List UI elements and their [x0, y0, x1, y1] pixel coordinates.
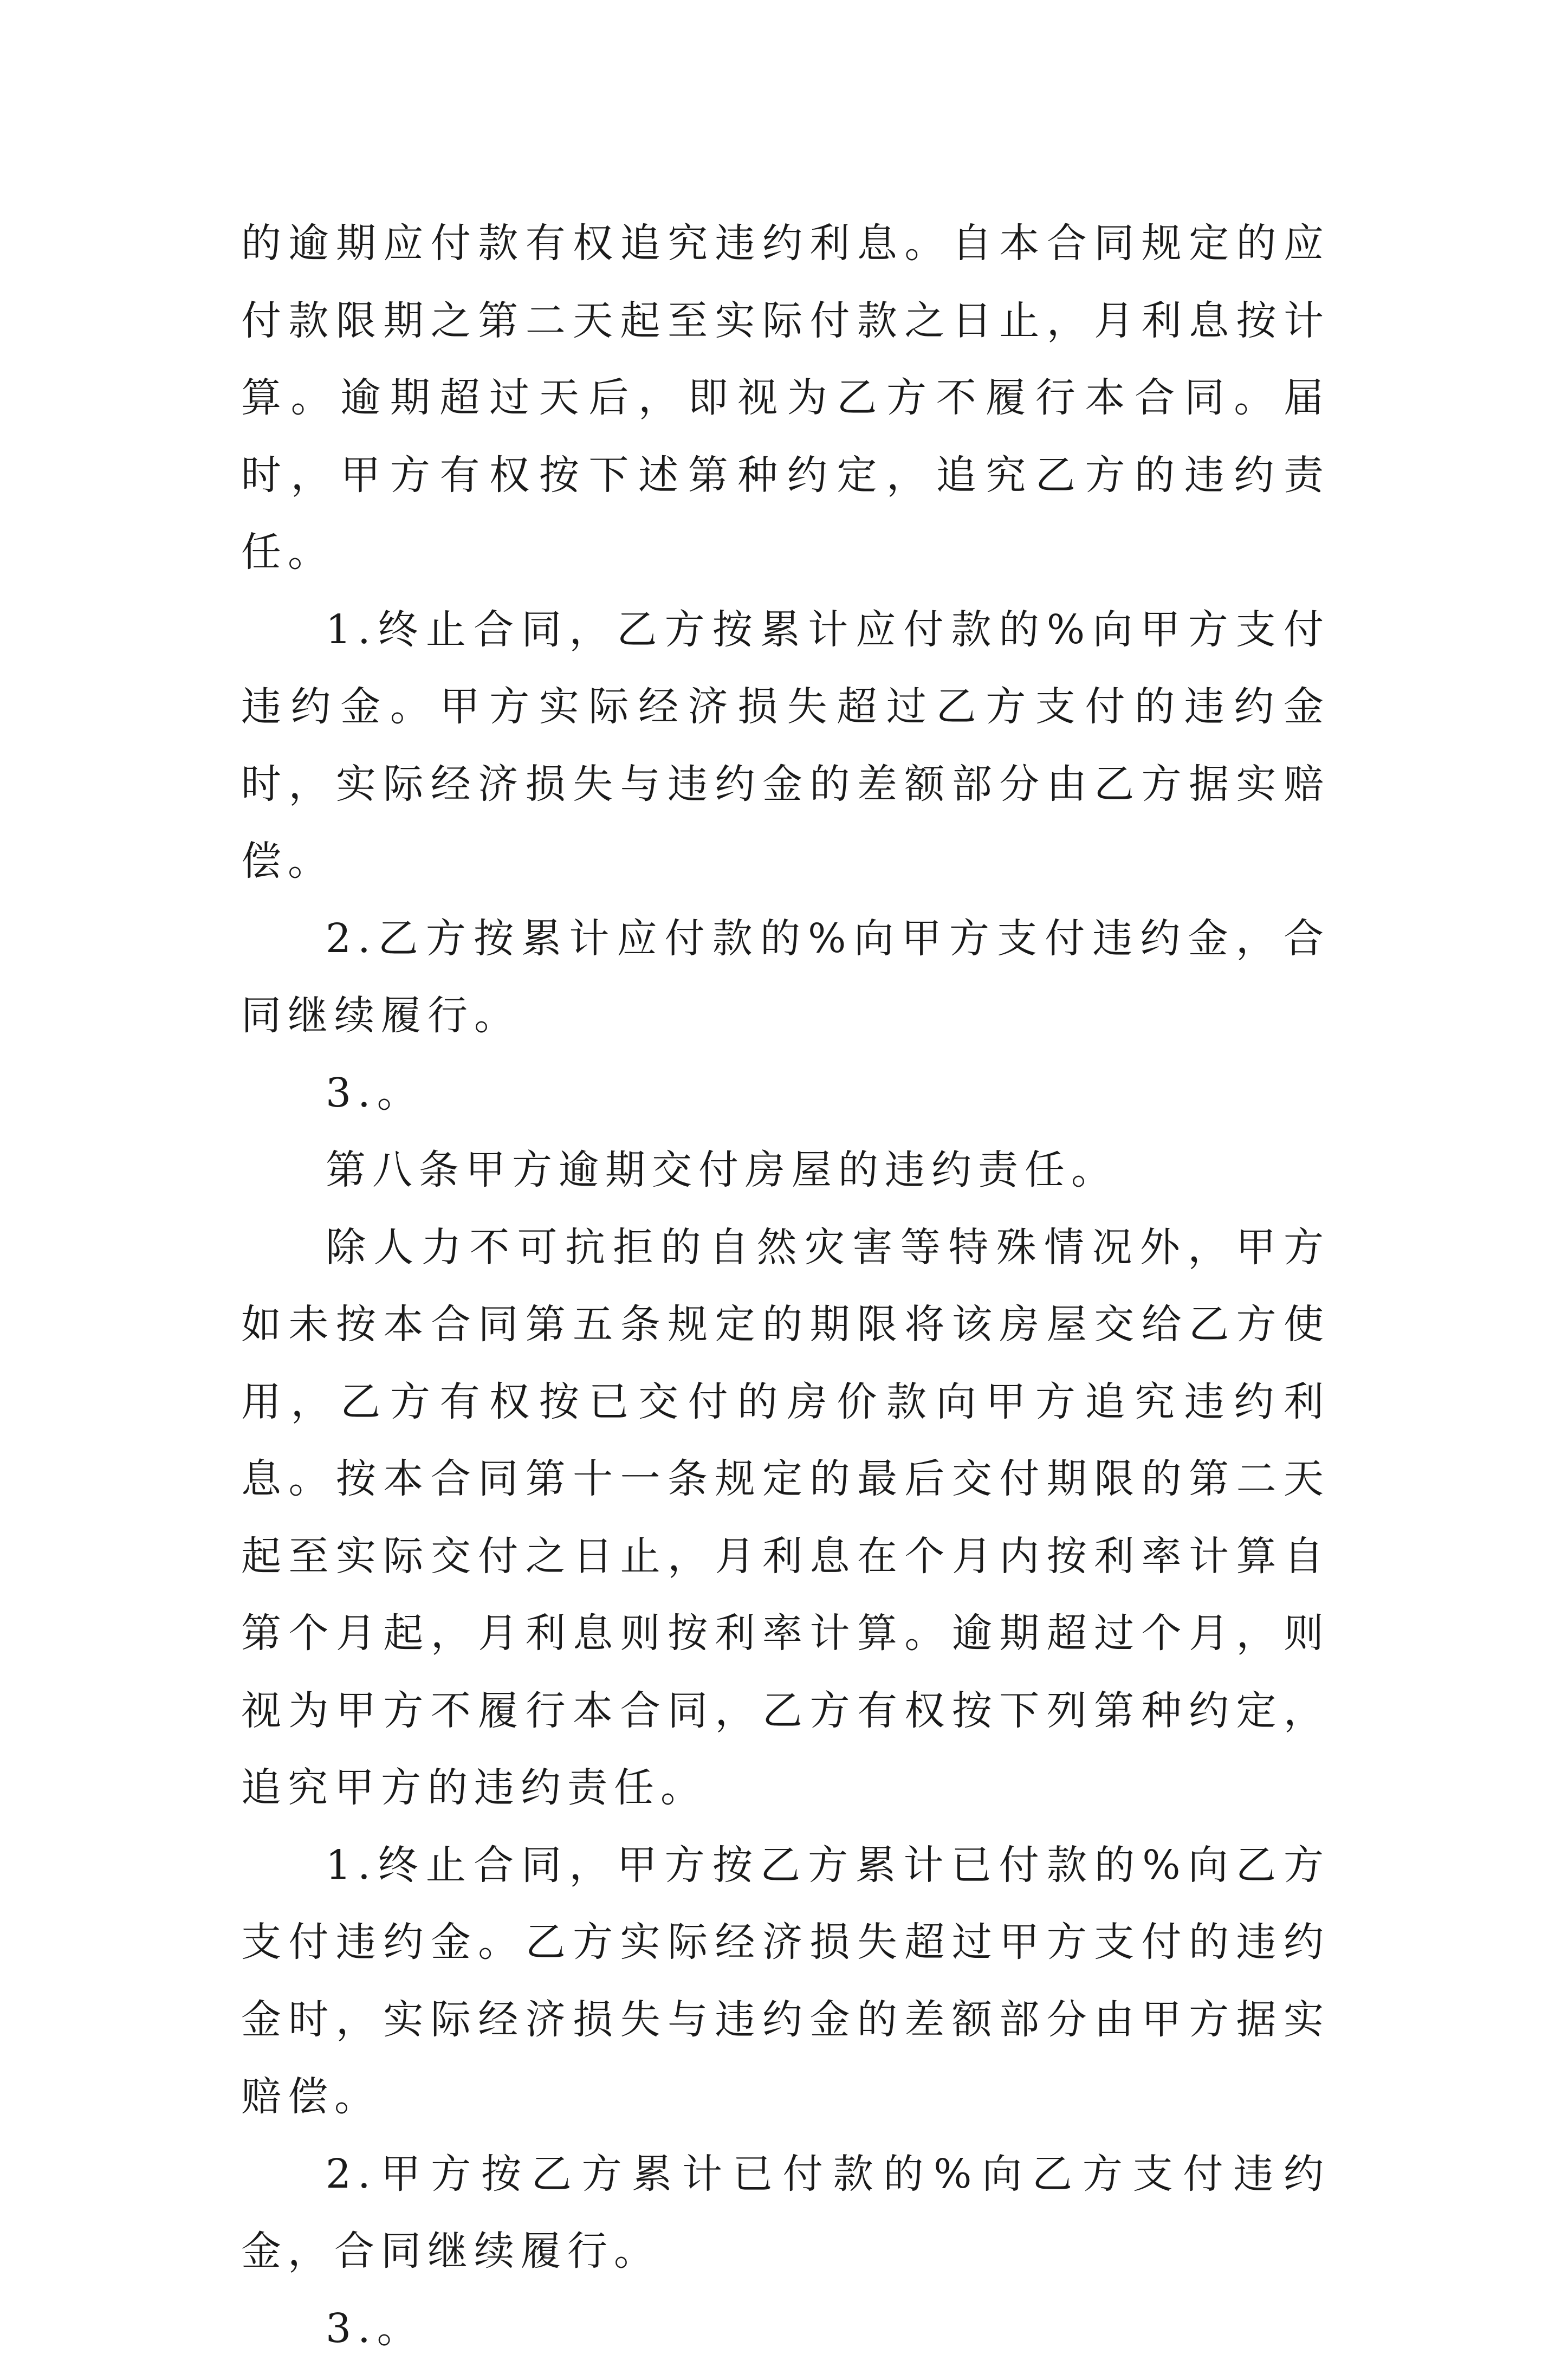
paragraph-article-8-body: 除人力不可抗拒的自然灾害等特殊情况外，甲方如未按本合同第五条规定的期限将该房屋交给乙方使用，乙方有权按已交付的房价款向甲方追究违约利息。按本合同第十一条规定的最后交付期限的第二天起至实际交付之日止，月利息在个月内按利率计算自第个月起，月利息则按利率计算。逾期超过个月，则视为甲方不履行本合同，乙方有权按下列第种约定，追究甲方的违约责任。: [241, 1209, 1330, 1827]
paragraph-clause-2: 2.乙方按累计应付款的%向甲方支付违约金，合同继续履行。: [241, 900, 1330, 1055]
document-body: [241, 205, 1330, 2367]
paragraph-clause-3: 3.。: [241, 1055, 1330, 1132]
section-heading-article-8: 第八条甲方逾期交付房屋的违约责任。: [241, 1131, 1330, 1209]
paragraph-continuation: 的逾期应付款有权追究违约利息。自本合同规定的应付款限期之第二天起至实际付款之日止，月利息按计算。逾期超过天后，即视为乙方不履行本合同。届时，甲方有权按下述第种约定，追究乙方的违约责任。: [241, 205, 1330, 591]
paragraph-clause-1: 1.终止合同，乙方按累计应付款的%向甲方支付违约金。甲方实际经济损失超过乙方支付的违约金时，实际经济损失与违约金的差额部分由乙方据实赔偿。: [241, 591, 1330, 900]
paragraph-article-8-clause-3: 3.。: [241, 2290, 1330, 2367]
paragraph-article-8-clause-1: 1.终止合同，甲方按乙方累计已付款的%向乙方支付违约金。乙方实际经济损失超过甲方支付的违约金时，实际经济损失与违约金的差额部分由甲方据实赔偿。: [241, 1827, 1330, 2136]
paragraph-article-8-clause-2: 2.甲方按乙方累计已付款的%向乙方支付违约金，合同继续履行。: [241, 2136, 1330, 2290]
